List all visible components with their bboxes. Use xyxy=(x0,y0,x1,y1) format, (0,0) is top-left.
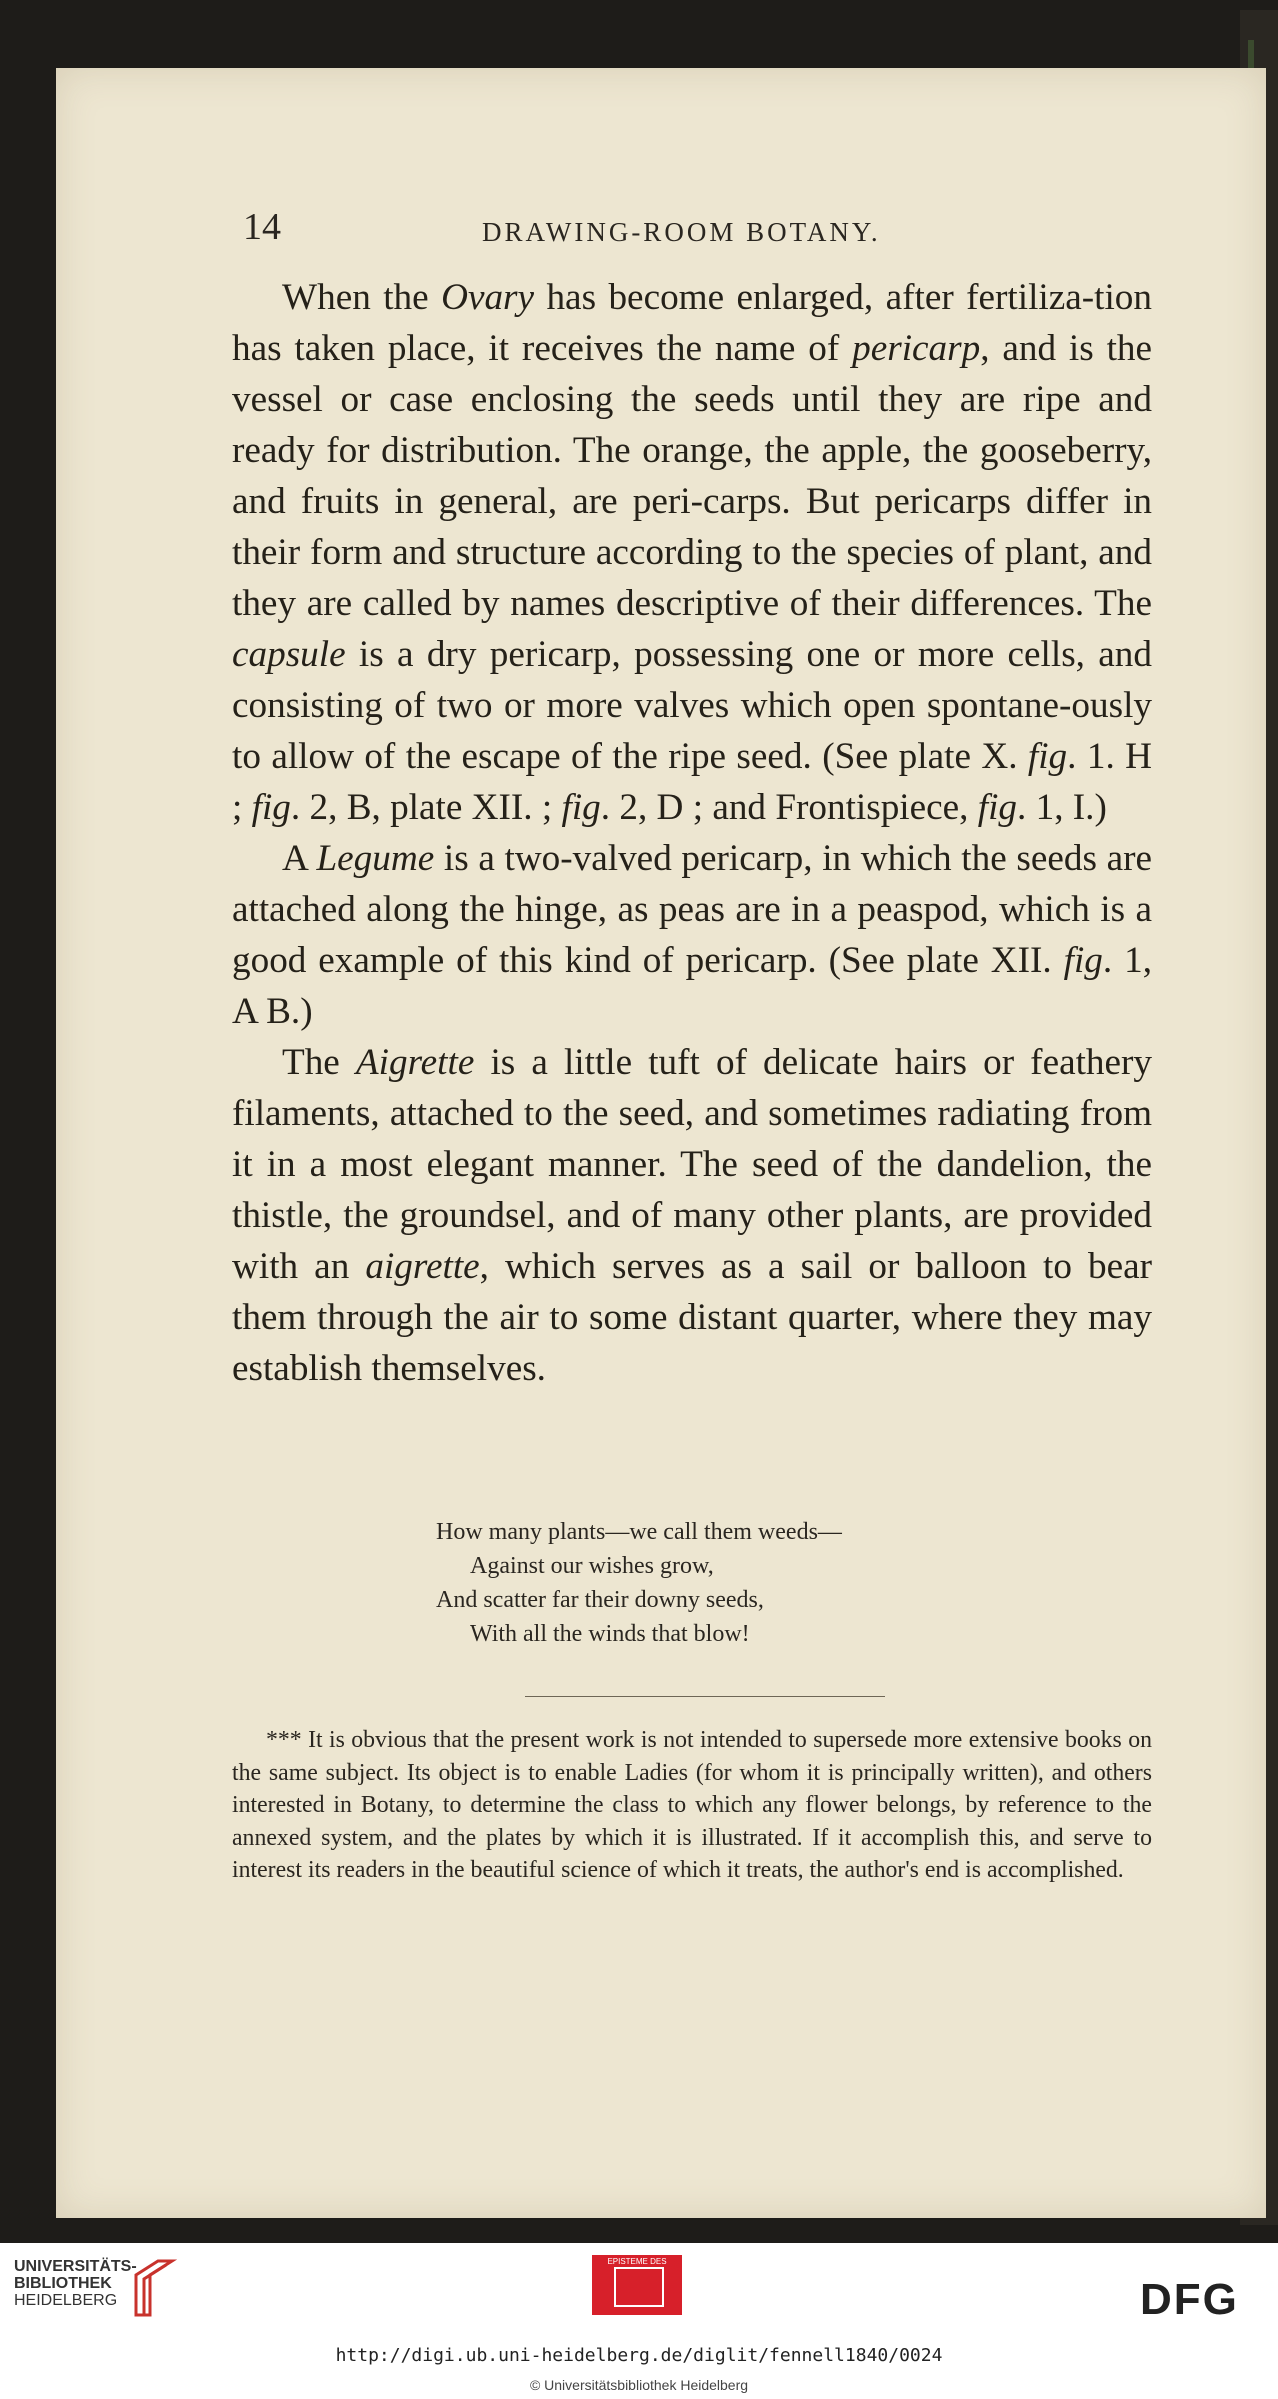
main-text xyxy=(232,272,1152,1394)
viewer-footer xyxy=(0,2243,1278,2399)
italic-term: fig xyxy=(1063,940,1103,981)
text-run: . 1. H ; xyxy=(232,736,1152,828)
page-number: 14 xyxy=(243,206,281,248)
poem-line: With all the winds that blow! xyxy=(470,1621,750,1647)
text-run: . 1, I.) xyxy=(1017,787,1107,828)
text-run: The xyxy=(282,1042,356,1083)
italic-term: aigrette xyxy=(365,1246,480,1287)
poem-line: Against our wishes grow, xyxy=(470,1553,714,1579)
italic-term: fig xyxy=(251,787,291,828)
italic-term: fig xyxy=(1027,736,1068,777)
poem-line: How many plants—we call them weeds— xyxy=(436,1519,842,1545)
italic-term: capsule xyxy=(232,634,346,675)
paragraph-ovary xyxy=(232,272,1152,833)
library-emblem-icon xyxy=(128,2253,178,2323)
library-name-line: UNIVERSITÄTS- xyxy=(14,2258,137,2275)
dfg-logo[interactable]: DFG xyxy=(1140,2275,1239,2324)
running-header xyxy=(0,205,1278,255)
italic-term: pericarp xyxy=(852,328,981,369)
library-name-line: BIBLIOTHEK xyxy=(14,2275,112,2292)
project-logo-label: EPISTEME DES xyxy=(607,2257,667,2266)
text-run: . 1, A B.) xyxy=(232,940,1152,1032)
text-run: . 2, D ; and Frontispiece, xyxy=(600,787,978,828)
italic-term: Legume xyxy=(316,838,435,879)
italic-term: fig xyxy=(561,787,601,828)
text-run: . 2, B, plate XII. ; xyxy=(290,787,562,828)
italic-term: Ovary xyxy=(441,277,535,318)
text-run: A xyxy=(282,838,317,879)
permalink[interactable]: http://digi.ub.uni-heidelberg.de/diglit/fennell1840/0024 xyxy=(335,2345,943,2366)
footnote-text: *** It is obvious that the present work is not intended to supersede more extensive books on the same subject. Its object is to enable Ladies (for whom it is principally written), and others interested in Botany, to determine the class to which any flower belongs, by reference to the annexed system, and the plates by which it is illustrated. If it accomplish this, and serve to interest its readers in the beautiful science of which it treats, the author's end is accomplished. xyxy=(232,1727,1152,1883)
italic-term: Aigrette xyxy=(355,1042,475,1083)
text-run: has become enlarged, after fertiliza-tion has taken place, it receives the name of xyxy=(232,277,1152,369)
project-logo[interactable] xyxy=(592,2255,682,2315)
poem xyxy=(436,1515,842,1651)
poem-line: And scatter far their downy seeds, xyxy=(436,1587,764,1613)
university-library-logo[interactable] xyxy=(14,2258,137,2309)
text-run: , and is the vessel or case enclosing the seeds until they are ripe and ready for distribution. The orange, the apple, the gooseberry, and fruits in general, are peri-carps. But pericarps differ in their form and structure according to the species of plant, and they are called by names descriptive of their differences. The xyxy=(232,328,1153,624)
text-run: , which serves as a sail or balloon to bear them through the air to some distant quarter, where they may establish themselves. xyxy=(232,1246,1153,1389)
paragraph-aigrette xyxy=(232,1037,1152,1394)
text-run: When the xyxy=(282,277,442,318)
paragraph-legume xyxy=(232,833,1152,1037)
text-run: is a little tuft of delicate hairs or feathery filaments, attached to the seed, and sometimes radiating from it in a most elegant manner. The seed of the dandelion, the thistle, the groundsel, and of many other plants, are provided with an xyxy=(232,1042,1152,1287)
library-name-line: HEIDELBERG xyxy=(14,2292,118,2309)
project-logo-frame xyxy=(614,2267,664,2307)
text-run: is a two-valved pericarp, in which the seeds are attached along the hinge, as peas are in a peaspod, which is a good example of this kind of pericarp. (See plate XII. xyxy=(232,838,1152,981)
italic-term: fig xyxy=(977,787,1018,828)
footnote xyxy=(232,1724,1152,1887)
text-run: is a dry pericarp, possessing one or more cells, and consisting of two or more valves which open spontane-ously to allow of the escape of the ripe seed. (See plate X. xyxy=(232,634,1152,777)
divider xyxy=(525,1696,885,1697)
copyright: © Universitätsbibliothek Heidelberg xyxy=(529,2377,749,2393)
running-title: DRAWING-ROOM BOTANY. xyxy=(482,217,881,247)
